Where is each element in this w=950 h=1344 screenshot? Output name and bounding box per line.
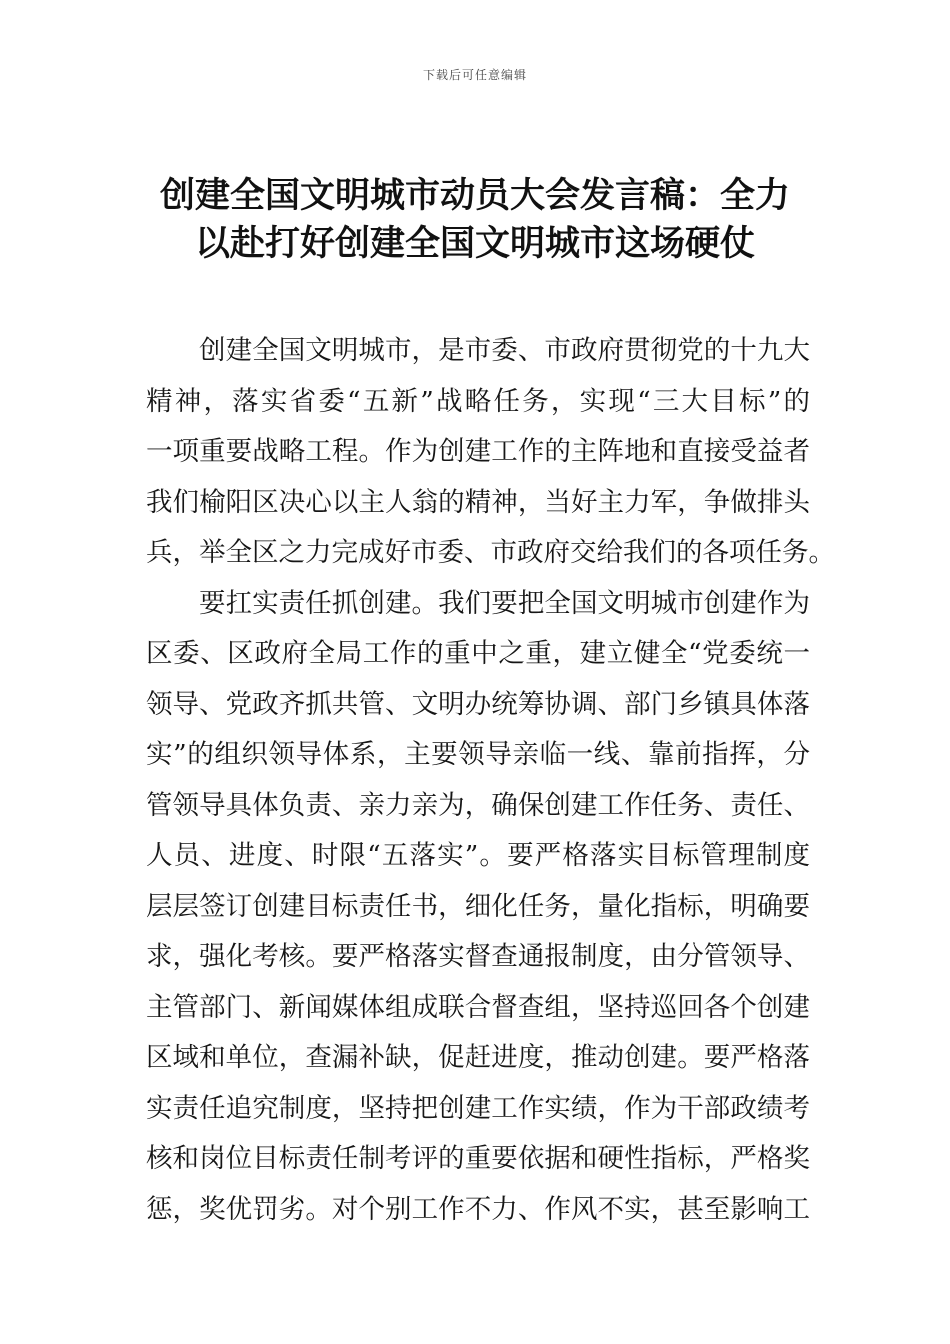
paragraph-line: 管领导具体负责、亲力亲为，确保创建工作任务、责任、 [146, 789, 810, 821]
paragraph-line: 层层签订创建目标责任书，细化任务，量化指标，明确要 [146, 890, 810, 922]
paragraph-line: 区委、区政府全局工作的重中之重，建立健全“党委统一 [146, 638, 810, 669]
paragraph-line: 我们榆阳区决心以主人翁的精神，当好主力军，争做排头 [146, 486, 810, 518]
paragraph-line: 人员、进度、时限“五落实”。要严格落实目标管理制度 [146, 840, 810, 871]
document-body [146, 326, 835, 1235]
paragraph-line: 实”的组织领导体系，主要领导亲临一线、靠前指挥，分 [146, 739, 810, 770]
paragraph-line: 主管部门、新闻媒体组成联合督查组，坚持巡回各个创建 [146, 991, 810, 1023]
header-note: 下载后可任意编辑 [422, 68, 527, 82]
paragraph-line: 要扛实责任抓创建。我们要把全国文明城市创建作为 [199, 587, 810, 619]
paragraph-line: 核和岗位目标责任制考评的重要依据和硬性指标，严格奖 [146, 1143, 810, 1174]
paragraph-line: 实责任追究制度，坚持把创建工作实绩，作为干部政绩考 [146, 1092, 810, 1124]
paragraph-line: 领导、党政齐抓共管、文明办统筹协调、部门乡镇具体落 [146, 688, 810, 720]
paragraph-line: 精神，落实省委“五新”战略任务，实现“三大目标”的 [146, 385, 810, 417]
paragraph-line: 惩，奖优罚劣。对个别工作不力、作风不实，甚至影响工 [146, 1193, 810, 1225]
paragraph-line: 一项重要战略工程。作为创建工作的主阵地和直接受益者 [146, 436, 810, 467]
document-title [140, 172, 810, 268]
title-line-1: 创建全国文明城市动员大会发言稿：全力 [159, 176, 790, 216]
paragraph-line: 创建全国文明城市，是市委、市政府贯彻党的十九大 [199, 335, 810, 366]
paragraph-line: 求，强化考核。要严格落实督查通报制度，由分管领导、 [146, 941, 810, 972]
title-line-2: 以赴打好创建全国文明城市这场硬仗 [194, 224, 755, 264]
paragraph-2 [146, 579, 810, 1236]
paragraph-line: 兵，举全区之力完成好市委、市政府交给我们的各项任务。 [146, 537, 835, 568]
paragraph-1 [146, 326, 835, 579]
paragraph-line: 区域和单位，查漏补缺，促赶进度，推动创建。要严格落 [146, 1042, 810, 1073]
